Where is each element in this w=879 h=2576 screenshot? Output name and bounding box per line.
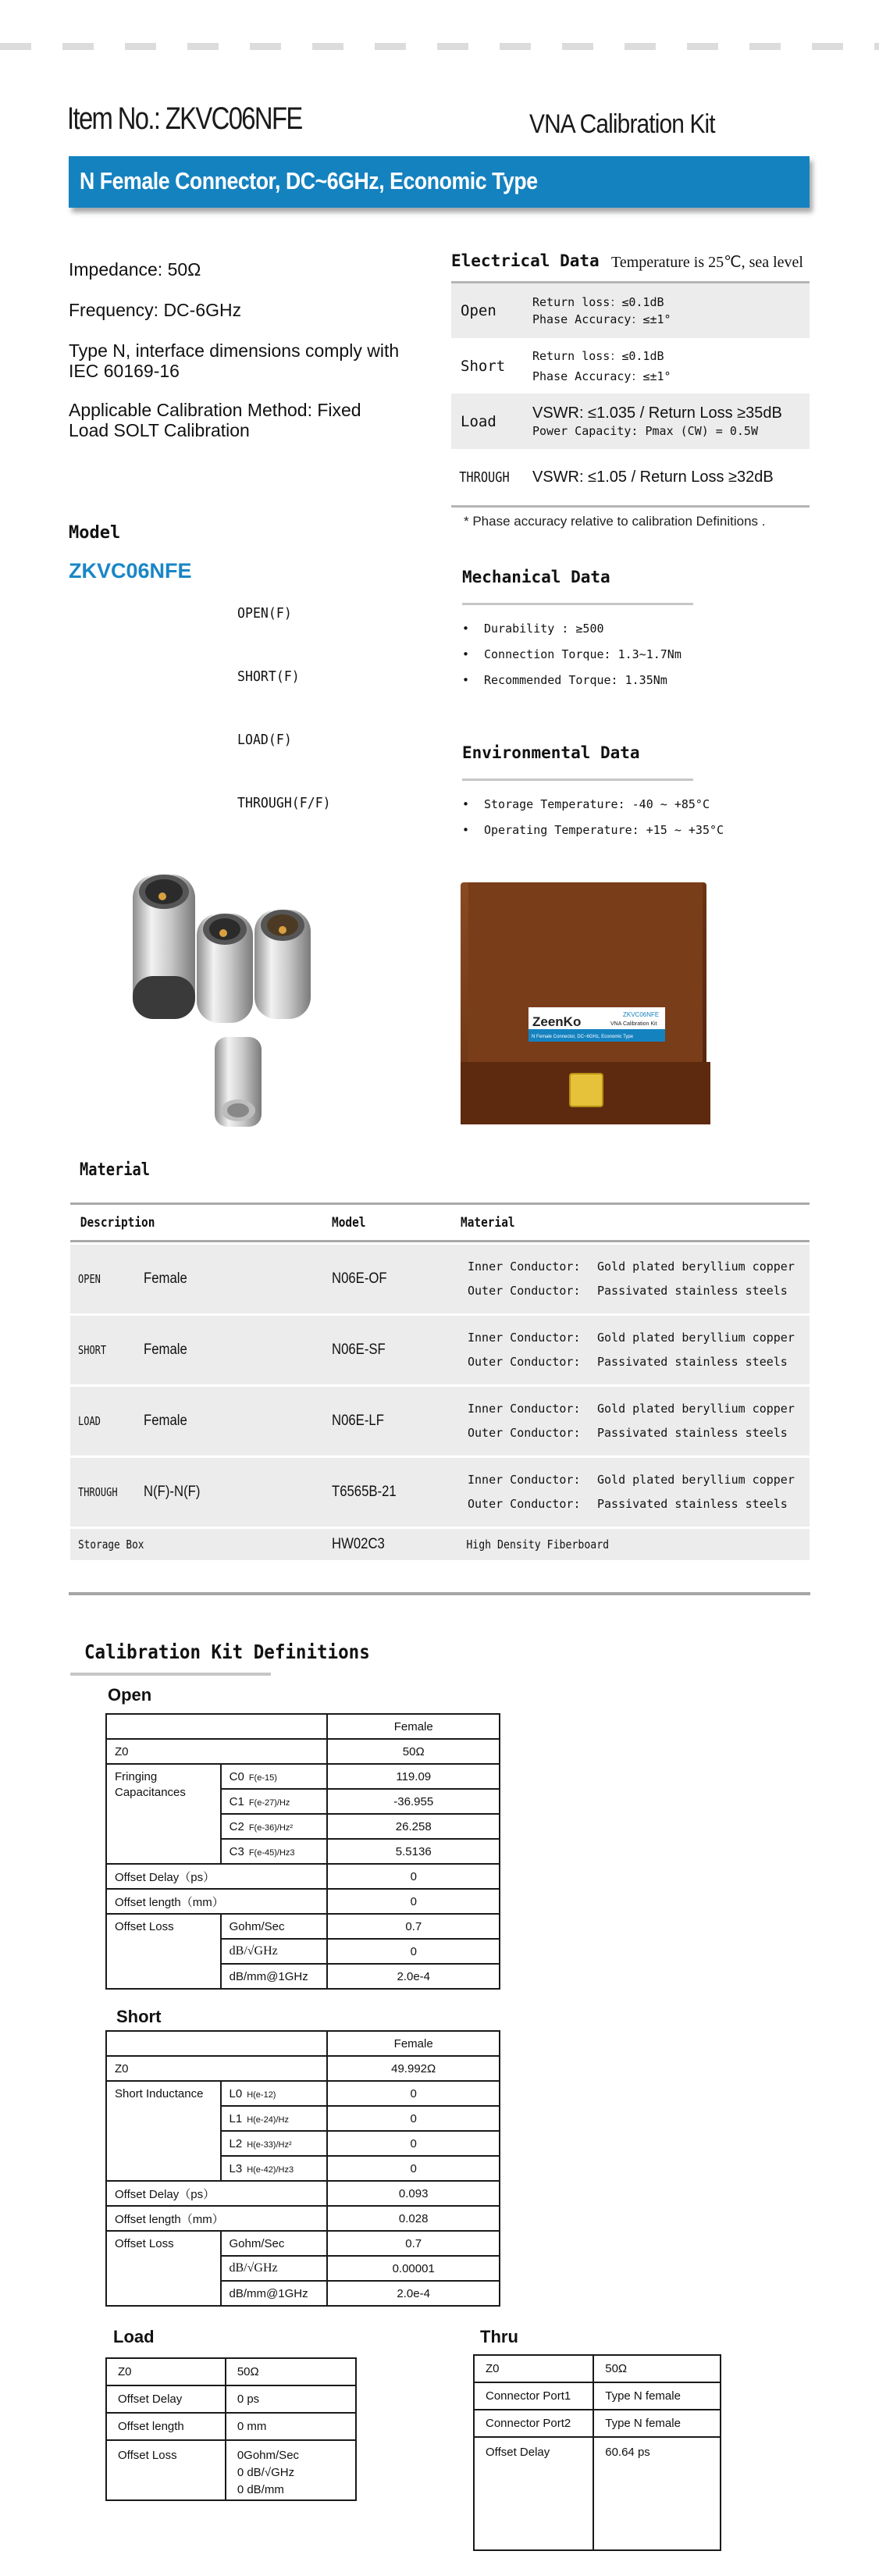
box-label-title: VNA Calibration Kit: [610, 1021, 657, 1027]
phase-accuracy-footnote: * Phase accuracy relative to calibration Definitions .: [464, 514, 766, 529]
electrical-row-short: [451, 338, 810, 394]
short-definition-table: Female Z0 49.992Ω Short Inductance L0 H(e-12) 0 L1 H(e-24)/Hz 0 L2 H(e-33)/Hz² 0 L3 H(e-42)/Hz3 0 Offset Delay（ps） 0.093 Offset length（mm） 0.028 Offset Loss Gohm/Sec 0.7 dB/√GHz 0.00001 dB/mm@1GHz 2.0e-4: [105, 2030, 500, 2307]
material-row-storage-box: Storage Box HW02C3 High Density Fiberboard: [70, 1529, 810, 1560]
power-capacity: Power Capacity: Pmax (CW) = 0.5W: [532, 423, 758, 438]
material-heading: Material: [80, 1160, 151, 1180]
electrical-row-load: [451, 394, 810, 449]
wooden-box-illustration: [437, 851, 742, 1132]
part-short: SHORT(F): [237, 668, 300, 685]
environmental-rule: [462, 779, 693, 781]
connectors-illustration: [117, 867, 343, 1132]
list-item: • Durability : ≥500: [462, 622, 604, 636]
model-parts-list: [237, 561, 331, 835]
product-type-title: VNA Calibration Kit: [529, 109, 715, 139]
spec-impedance: Impedance: 50Ω: [69, 259, 201, 280]
return-loss: Return loss：≤0.1dB: [532, 295, 664, 309]
thru-definition-title: Thru: [480, 2327, 518, 2346]
material-row-short: SHORT Female N06E-SF Inner Conductor: Gold plated beryllium copper Outer Conductor: Passivated stainless steels: [70, 1316, 810, 1384]
electrical-row-through: [451, 449, 810, 505]
phase-accuracy: Phase Accuracy：≤±1°: [532, 369, 671, 383]
open-definition-table: Female Z0 50Ω Fringing Capacitances C0 F(e-15) 119.09 C1 F(e-27)/Hz -36.955 C2 F(e-36)/Hz² 26.258 C3 F(e-45)/Hz3 5.5136 Offset Delay（ps） 0 Offset length（mm） 0 Offset Loss Gohm/Sec 0.7 dB/√GHz 0 dB/mm@1GHz 2.0e-4: [105, 1713, 500, 1990]
list-item: • Operating Temperature: +15 ~ +35°C: [462, 823, 724, 837]
col-description: Description: [80, 1214, 155, 1231]
material-row-open: OPEN Female N06E-OF Inner Conductor: Gold plated beryllium copper Outer Conductor: Passivated stainless steels: [70, 1245, 810, 1313]
cal-kit-definitions-rule: [70, 1673, 271, 1676]
spec-interface: Type N, interface dimensions comply with IEC 60169-16: [69, 340, 400, 381]
top-dashed-divider: [0, 43, 879, 50]
part-open: OPEN(F): [237, 605, 292, 622]
vswr-return-loss: VSWR: ≤1.035 / Return Loss ≥35dB: [532, 404, 782, 422]
return-loss: Return loss：≤0.1dB: [532, 348, 664, 363]
spec-frequency: Frequency: DC-6GHz: [69, 300, 242, 320]
material-row-load: LOAD Female N06E-LF Inner Conductor: Gold plated beryllium copper Outer Conductor: Passivated stainless steels: [70, 1387, 810, 1455]
box-label-code: ZKVC06NFE: [623, 1011, 660, 1018]
list-item: • Connection Torque: 1.3~1.7Nm: [462, 647, 681, 661]
mechanical-list: [462, 616, 681, 693]
mechanical-rule: [462, 603, 693, 605]
box-label-sub: N Female Connector, DC~6GHz, Economic Type: [532, 1035, 634, 1039]
product-banner: [69, 156, 810, 208]
short-definition-title: Short: [116, 2007, 162, 2026]
section-divider: [69, 1592, 810, 1595]
phase-accuracy: Phase Accuracy：≤±1°: [532, 312, 671, 326]
thru-definition-table: Z0 50Ω Connector Port1 Type N female Connector Port2 Type N female Offset Delay 60.64 ps: [473, 2354, 721, 2551]
spec-cal-method: Applicable Calibration Method: Fixed Load SOLT Calibration: [69, 400, 361, 440]
row-label: THROUGH: [459, 469, 510, 486]
col-material: Material: [461, 1214, 515, 1231]
col-model: Model: [332, 1214, 366, 1231]
banner-text: N Female Connector, DC~6GHz, Economic Type: [80, 167, 538, 194]
model-code: ZKVC06NFE: [69, 559, 192, 583]
connectors-photo: [117, 867, 343, 1132]
load-definition-table: Z0 50Ω Offset Delay 0 ps Offset length 0 mm Offset Loss 0Gohm/Sec 0 dB/√GHz 0 dB/mm: [105, 2357, 357, 2501]
part-load: LOAD(F): [237, 732, 292, 748]
electrical-conditions-note: Temperature is 25℃, sea level: [611, 254, 803, 271]
electrical-data-heading: Electrical Data: [451, 251, 600, 270]
electrical-data-table: [451, 281, 810, 508]
box-label-brand: ZeenKo: [532, 1014, 582, 1029]
environmental-data-heading: Environmental Data: [462, 743, 640, 762]
environmental-list: [462, 792, 724, 843]
vswr-return-loss: VSWR: ≤1.05 / Return Loss ≥32dB: [532, 469, 774, 486]
material-row-through: THROUGH N(F)-N(F) T6565B-21 Inner Conductor: Gold plated beryllium copper Outer Conductor: Passivated stainless steels: [70, 1458, 810, 1527]
row-label: Open: [461, 302, 496, 319]
list-item: • Recommended Torque: 1.35Nm: [462, 673, 667, 687]
mechanical-data-heading: Mechanical Data: [462, 568, 610, 586]
item-number-title: Item No.: ZKVC06NFE: [67, 102, 302, 136]
model-heading: Model: [69, 523, 121, 543]
material-table: [70, 1202, 810, 1562]
open-definition-title: Open: [108, 1685, 152, 1705]
storage-box-photo: [437, 851, 742, 1132]
part-through: THROUGH(F/F): [237, 795, 331, 811]
load-definition-title: Load: [113, 2327, 155, 2346]
list-item: • Storage Temperature: -40 ~ +85°C: [462, 797, 710, 811]
row-label: Load: [461, 412, 496, 430]
material-table-header: [70, 1205, 810, 1242]
cal-kit-definitions-heading: Calibration Kit Definitions: [84, 1641, 370, 1663]
row-label: Short: [461, 357, 506, 375]
electrical-row-open: [451, 283, 810, 338]
